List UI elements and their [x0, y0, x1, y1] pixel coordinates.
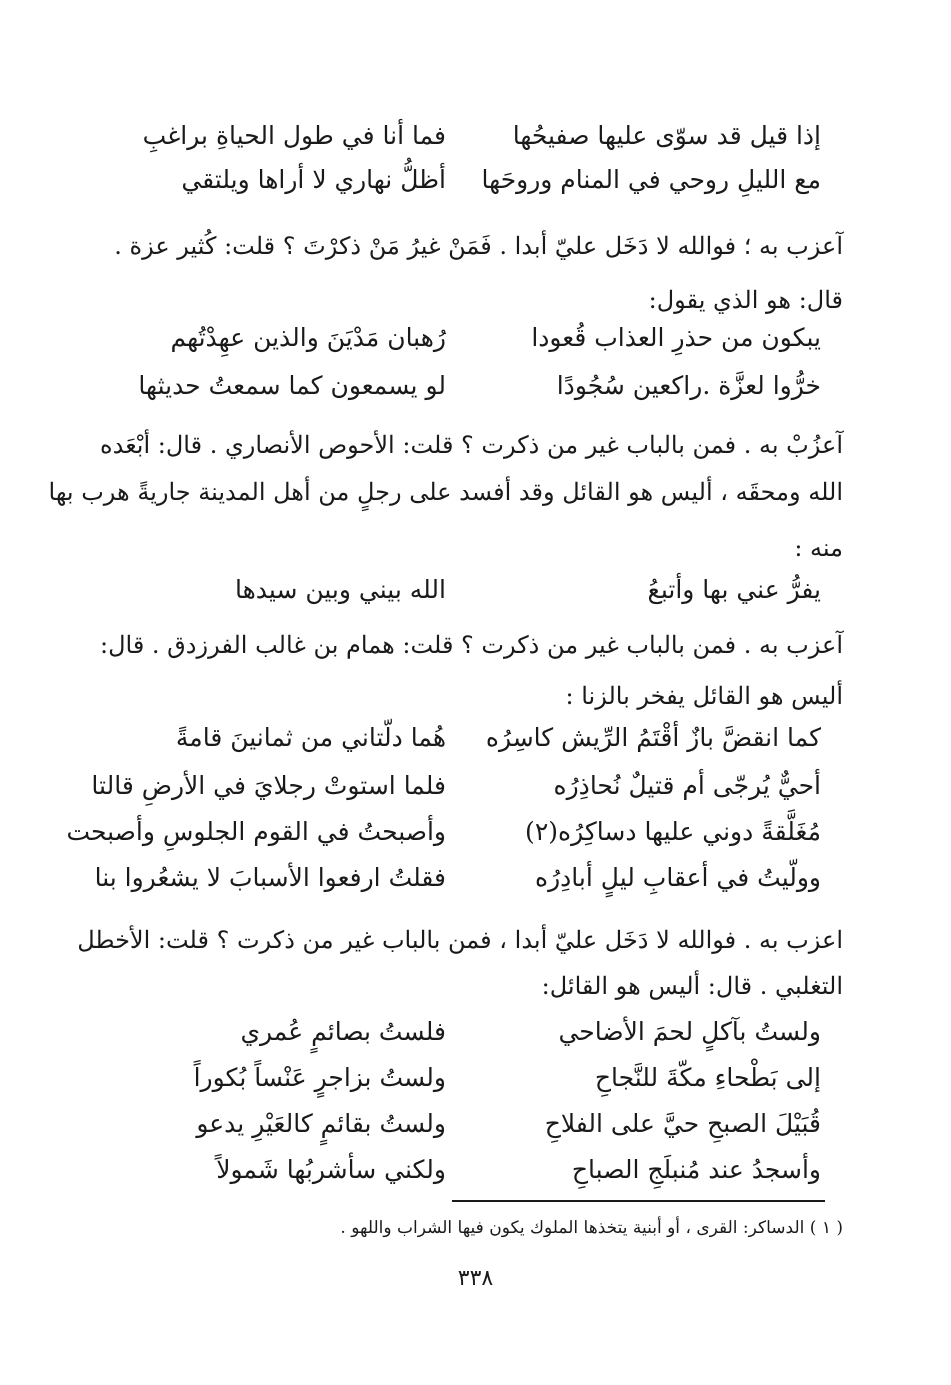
footnote: ( ١ ) الدساكر: القرى ، أو أبنية يتخذها الملوك يكون فيها الشراب واللهو . — [340, 1218, 843, 1238]
verse-hemistich-first: لو يسمعون كما سمعتُ حديثها — [138, 371, 446, 400]
prose-line: آعزُبْ به . فمن بالباب غير من ذكرت ؟ قلت: الأحوص الأنصاري . قال: أبْعَده — [100, 431, 843, 459]
verse-hemistich-second: وأسجدُ عند مُنبلَجِ الصباحِ — [571, 1155, 821, 1184]
prose-line: الله ومحقَه ، أليس هو القائل وقد أفسد على رجلٍ من أهل المدينة جاريةً هرب بها — [48, 478, 843, 506]
prose-line: آعزب به . فمن بالباب غير من ذكرت ؟ قلت: همام بن غالب الفرزدق . قال: — [99, 631, 843, 659]
verse-hemistich-second: أحيٌّ يُرجّى أم قتيلٌ نُحاذِرُه — [553, 771, 821, 800]
verse-hemistich-first: فما أنا في طول الحياةِ براغبِ — [142, 121, 446, 150]
verse-hemistich-second: ولستُ بآكلٍ لحمَ الأضاحي — [558, 1017, 821, 1046]
verse-hemistich-first: أظلُّ نهاري لا أراها ويلتقي — [181, 165, 446, 194]
verse-hemistich-first: وأصبحتُ في القوم الجلوسِ وأصبحت — [66, 817, 446, 846]
prose-line: اعزب به . فوالله لا دَخَل عليّ أبدا ، فمن بالباب غير من ذكرت ؟ قلت: الأخطل — [77, 926, 843, 954]
verse-hemistich-second: خرُّوا لعزَّة .راكعين سُجُودًا — [556, 371, 821, 400]
verse-hemistich-second: يفرُّ عني بها وأتبعُ — [647, 575, 821, 604]
verse-hemistich-first: ولستُ بزاجرٍ عَنْساً بُكوراً — [193, 1063, 446, 1092]
prose-line: منه : — [794, 534, 843, 562]
verse-hemistich-second: يبكون من حذرِ العذاب قُعودا — [531, 323, 821, 352]
verse-hemistich-first: ولستُ بقائمٍ كالعَيْرِ يدعو — [196, 1109, 446, 1138]
verse-hemistich-first: هُما دلّتاني من ثمانينَ قامةً — [175, 723, 446, 752]
prose-line: آعزب به ؛ فوالله لا دَخَل عليّ أبدا . فَمَنْ غيرُ مَنْ ذكرْتَ ؟ قلت: كُثير عزة . — [114, 232, 843, 260]
prose-line: أليس هو القائل يفخر بالزنا : — [565, 682, 843, 710]
verse-hemistich-second: إلى بَطْحاءِ مكّةَ للنَّجاحِ — [594, 1063, 821, 1092]
verse-hemistich-first: فقلتُ ارفعوا الأسبابَ لا يشعُروا بنا — [94, 863, 446, 892]
verse-hemistich-second: إذا قيل قد سوّى عليها صفيحُها — [512, 121, 821, 150]
verse-hemistich-first: الله بيني وبين سيدها — [235, 575, 446, 604]
page-number: ٣٣٨ — [457, 1266, 494, 1291]
prose-line: التغلبي . قال: أليس هو القائل: — [541, 972, 843, 1000]
verse-hemistich-second: قُبَيْلَ الصبحِ حيَّ على الفلاحِ — [544, 1109, 821, 1138]
verse-hemistich-first: فلستُ بصائمٍ عُمري — [240, 1017, 446, 1046]
verse-hemistich-second: كما انقضَّ بازٌ أقْتَمُ الرِّيش كاسِرُه — [485, 723, 821, 752]
verse-hemistich-first: ولكني سأشربُها شَمولاً — [216, 1155, 446, 1184]
footnote-divider — [452, 1200, 825, 1202]
verse-hemistich-first: فلما استوتْ رجلايَ في الأرضِ قالتا — [91, 771, 446, 800]
prose-line: قال: هو الذي يقول: — [648, 286, 843, 314]
verse-hemistich-second: مُغَلَّقةً دوني عليها دساكِرُه(٢) — [525, 817, 821, 846]
verse-hemistich-second: وولّيتُ في أعقابِ ليلٍ أبادِرُه — [534, 863, 821, 892]
verse-hemistich-second: مع الليلِ روحي في المنام وروحَها — [481, 165, 821, 194]
verse-hemistich-first: رُهبان مَدْيَنَ والذين عهِدْتُهم — [170, 323, 446, 352]
